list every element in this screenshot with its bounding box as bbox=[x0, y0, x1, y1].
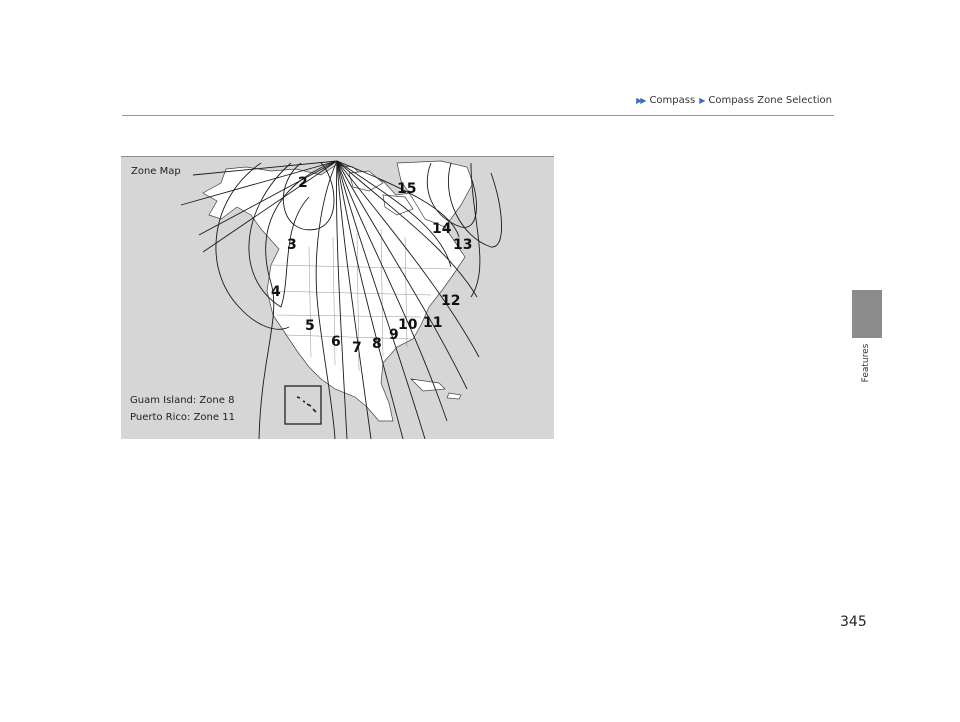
header-divider bbox=[122, 115, 834, 116]
breadcrumb-item-compass-zone-selection[interactable]: Compass Zone Selection bbox=[708, 95, 832, 106]
zone-label: 3 bbox=[287, 237, 297, 253]
zone-label: 8 bbox=[372, 336, 382, 352]
zone-label: 7 bbox=[352, 340, 362, 356]
zone-label: 15 bbox=[397, 181, 417, 197]
section-tab-label: Features bbox=[861, 343, 871, 383]
zone-label: 4 bbox=[271, 284, 281, 300]
breadcrumb-arrow-icon: ▶ bbox=[699, 96, 704, 105]
hawaii-islands bbox=[297, 397, 316, 412]
zone-label: 6 bbox=[331, 334, 341, 350]
figure-note-puerto-rico: Puerto Rico: Zone 11 bbox=[130, 412, 235, 423]
breadcrumb-arrow-icon: ▶▶ bbox=[636, 96, 645, 105]
zone-label: 9 bbox=[389, 327, 399, 343]
zone-label: 13 bbox=[453, 237, 473, 253]
zone-map-figure bbox=[121, 156, 554, 439]
page-number: 345 bbox=[840, 614, 867, 630]
figure-note-guam: Guam Island: Zone 8 bbox=[130, 395, 235, 406]
zone-label: 2 bbox=[298, 175, 308, 191]
zone-label: 11 bbox=[423, 315, 443, 331]
figure-title: Zone Map bbox=[131, 166, 181, 177]
caribbean-islands bbox=[411, 379, 461, 399]
zone-label: 10 bbox=[398, 317, 418, 333]
section-tab bbox=[852, 290, 882, 338]
breadcrumb-item-compass[interactable]: Compass bbox=[649, 95, 696, 106]
zone-label: 14 bbox=[432, 221, 452, 237]
breadcrumb bbox=[0, 95, 834, 106]
zone-label: 12 bbox=[441, 293, 461, 309]
zone-label: 5 bbox=[305, 318, 315, 334]
